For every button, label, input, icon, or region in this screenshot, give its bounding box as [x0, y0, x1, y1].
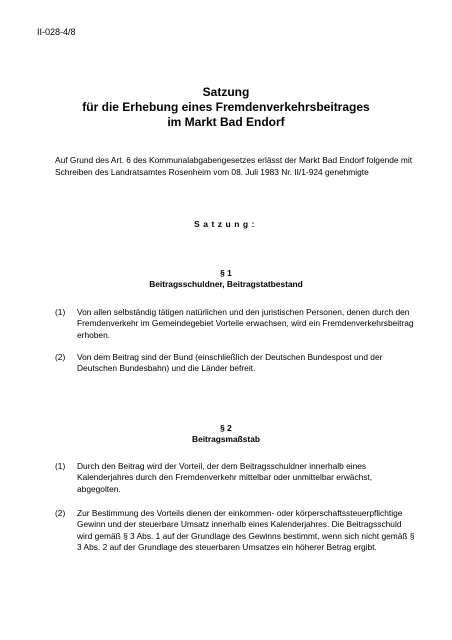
title-line: für die Erhebung eines Fremdenverkehrsbeitrages	[82, 100, 370, 114]
paragraph-number: (2)	[55, 508, 66, 518]
section-paragraph	[55, 461, 415, 495]
document-title	[0, 85, 452, 130]
section-title: Beitragsmaßstab	[192, 434, 260, 444]
paragraph-text: Durch den Beitrag wird der Vorteil, der dem Beitragsschuldner innerhalb eines Kalenderjahres durch den Fremdenverkehr mittelbar oder unmittelbar erwächst, abgegolten.	[77, 461, 373, 494]
section-paragraph	[55, 508, 415, 553]
title-line: im Markt Bad Endorf	[167, 115, 285, 129]
intro-paragraph: Auf Grund des Art. 6 des Kommunalabgabengesetzes erlässt der Markt Bad Endorf folgende mit Schreiben des Landratsamtes Rosenheim vom 08. Juli 1983 Nr. II/1-924 genehmigte	[55, 155, 413, 177]
satzung-heading: Satzung:	[194, 219, 258, 229]
paragraph-text: Von allen selbständig tätigen natürlichen und den juristischen Personen, denen durch den Fremdenverkehr im Gemeindegebiet Vorteile erwachsen, wird ein Fremdenverkehrsbeitrag erhoben.	[77, 307, 414, 340]
paragraph-number: (1)	[55, 307, 66, 317]
section-paragraph	[55, 352, 415, 375]
section-title: Beitragsschuldner, Beitragstatbestand	[149, 279, 303, 289]
section-number: § 1	[220, 268, 232, 278]
paragraph-number: (1)	[55, 461, 66, 471]
paragraph-text: Zur Bestimmung des Vorteils dienen der einkommen- oder körperschaftssteuerpflichtige Gewinn und der steuerbare Umsatz innerhalb eines Kalenderjahres. Die Beitragsschuld wird gemäß § 3 Abs. 1 auf der Grundlage des Gewinns bestimmt, wenn sich nicht gemäß § 3 Abs. 2 auf der Grundlage des steuerbaren Umsatzes ein höherer Betrag ergibt.	[77, 508, 415, 552]
title-line: Satzung	[202, 85, 250, 99]
paragraph-number: (2)	[55, 352, 66, 362]
paragraph-text: Von dem Beitrag sind der Bund (einschließlich der Deutschen Bundespost und der Deutschen Bundesbahn) und die Länder befreit.	[77, 352, 383, 374]
section-number: § 2	[220, 423, 232, 433]
section-heading	[0, 268, 452, 290]
section-paragraph	[55, 307, 415, 341]
document-reference: II-028-4/8	[37, 27, 76, 37]
section-heading	[0, 423, 452, 445]
